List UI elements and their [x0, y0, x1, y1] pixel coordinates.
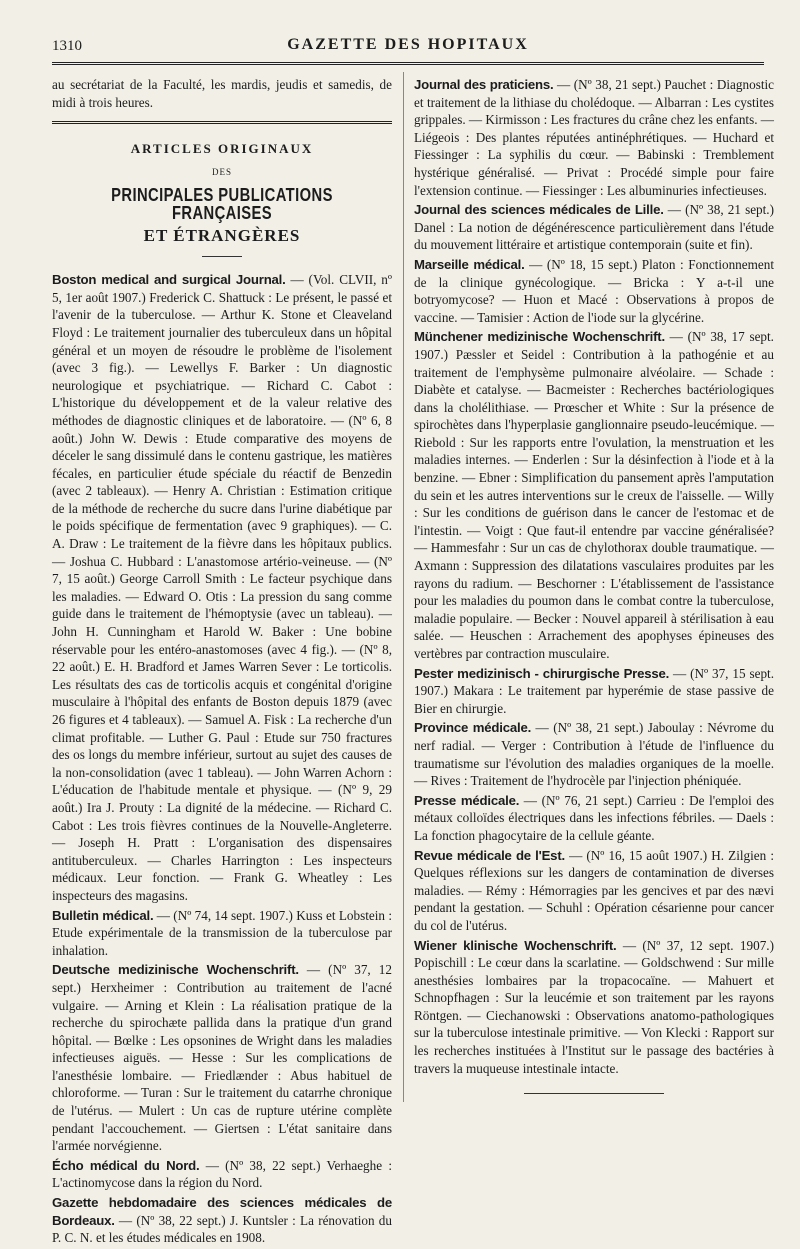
journal-entry — [52, 907, 392, 960]
journal-name: Gazette hebdomadaire des sciences médicales de Bordeaux. — [52, 1195, 392, 1228]
journal-name: Presse médicale. — [414, 792, 520, 808]
journal-entry — [52, 1194, 392, 1247]
journal-entry — [414, 76, 774, 199]
journal-entry — [52, 271, 392, 904]
column-divider — [403, 72, 404, 1102]
section-rule — [52, 121, 392, 124]
journal-name: Revue médicale de l'Est. — [414, 847, 565, 863]
entry-text: — (Nº 37, 12 sept. 1907.) Popischill : Le cœur dans la scarlatine. — Goldschwend : Sur mille anesthésies lombaires par la tropacocaïne. — Mahuert et Schnopfhagen : Sur la leucémie et son traitement par les rayons Röntgen. — Ciechanowski : Observations anatomo-pathologiques sur la tuberculose intestinale primitive. — Von Klecki : Rapport sur les recherches instituées à l'Institut sur le passage des bactéries à travers la muqueuse intestinale intacte. — [414, 937, 774, 1076]
journal-name: Journal des praticiens. — [414, 77, 554, 92]
journal-entry — [52, 1157, 392, 1192]
entry-text: — (Nº 38, 21 sept.) Jaboulay : Névrome du nerf radial. — Verger : Contribution à l'étude de l'influence du traumatisme sur l'évolution des maladies organiques de la moelle. — Rives : Traitement de l'hydrocèle par l'injection phéniquée. — [414, 720, 774, 789]
journal-name: Wiener klinische Wochenschrift. — [414, 937, 617, 953]
end-line — [524, 1093, 664, 1094]
journal-name: Deutsche medizinische Wochenschrift. — [52, 962, 299, 978]
journal-entry — [414, 256, 774, 326]
page-header — [52, 30, 764, 64]
entry-text: — (Nº 38, 17 sept. 1907.) Pæssler et Seidel : Contribution à la pathogénie et au traitement de l'emphysème pulmonaire alvéolaire. — Schade : Diabète et catalyse. — Bacmeister : Recherches bactériologiques dans la cholélithiase. — Prœscher et White : Sur la présence de spirochètes dans l'hyperplasie ganglionnaire pseudo-leucémique. — Riebold : Sur les rapports entre l'ovulation, la menstruation et les maladies internes. — Enderlen : Sur la désinfection à l'iode et à la benzine. — Ebner : Simplification du pansement après l'amputation du sein et les autres interventions sur le creux de l'aisselle. — Willy : Sur les conditions de guérison dans le cancer de l'estomac et de l'intestin. — Voigt : Que faut-il entendre par vaccine généralisée? — Hammesfahr : Sur un cas de chylothorax double traumatique. — Axmann : Suppression des dilatations vasculaires produites par les rayons du radium. — Beschorner : L'établissement de l'assistance pour les maladies du poumon dans le combat contre la tuberculose, maladie populaire. — Becker : Nouvel appareil à stérilisation à eau salée. — Heuschen : Arrachement des apophyses épineuses des vertèbres par contraction musculaire. — [414, 329, 774, 661]
journal-entry — [414, 665, 774, 718]
journal-name: Münchener medizinische Wochenschrift. — [414, 329, 665, 345]
right-column — [414, 76, 774, 1103]
entry-text: — (Nº 37, 15 sept. 1907.) Makara : Le traitement par hyperémie de stase passive de Bier en chirurgie. — [414, 665, 774, 716]
left-entries — [52, 271, 392, 1247]
journal-entry — [414, 937, 774, 1078]
journal-entry — [414, 719, 774, 789]
entry-text: — (Nº 18, 15 sept.) Platon : Fonctionnement de la clinique gynécologique. — Bricka : Y a-t-il une botryomycose? — Huon et Macé : Observations à propos de vaccine. — Tamisier : Action de l'iode sur la glycérine. — [414, 256, 774, 325]
entry-text: — (Nº 38, 21 sept.) Danel : La notion de dégénérescence particulièrement dans l'étude du mouvement littéraire et artistique contemporain (suite et fin). — [414, 202, 774, 253]
journal-name: Bulletin médical. — [52, 907, 154, 923]
section-heading-line-2: DES — [211, 166, 232, 177]
entry-text: — (Vol. CLVII, nº 5, 1er août 1907.) Frederick C. Shattuck : Le présent, le passé et l'avenir de la tuberculose. — Arthur K. Stone et Cleaveland Floyd : Le traitement journalier des tuberculeux dans un hôpital général et un moyen de résoudre le problème de l'isolement (avec 3 fig.). — Lewellys F. Barker : Un diagnostic neurologique et psychiatrique. — Richard C. Cabot : L'historique du développement et de la valeur relative des méthodes de diagnostic cliniques et de laboratoire. — (Nº 6, 8 août.) John W. Dewis : Etude comparative des moyens de déceler le sang dissimulé dans le contenu gastrique, les matières fécales, en particulier étude spéciale du réactif de Benzedin (avec 2 tableaux). — Henry A. Christian : Estimation critique de la méthode de recherche du sucre dans l'urine diabétique par le poids spécifique de fermentation (avec 9 graphiques). — C. A. Draw : Le traitement de la fièvre dans les hôpitaux publics. — Joshua C. Hubbard : L'anastomose artério-veineuse. — (Nº 7, 15 août.) George Carroll Smith : Le facteur psychique dans les maladies. — Edward O. Otis : La pression du sang comme guide dans le traitement de l'hémoptysie (avec un tableau). — John H. Cunningham et Harold W. Baker : Une bobine réservable pour les entéro-anastomoses (avec 4 fig.). — (Nº 8, 22 août.) E. H. Bradford et James Warren Sever : Le torticolis. Les résultats des cas de torticolis acquis et congénital d'origine musculaire à l'hôpital des enfants de Boston depuis 1879 (avec 26 figures et 4 tableaux). — Samuel A. Fisk : La recherche d'un climat profitable. — Luther G. Paul : Etude sur 750 fractures des os longs du membre inférieur, surtout au sujet des causes de la non-consolidation (avec 1 tableau). — John Warren Achorn : L'éducation de l'habitude mentale et physique. — (Nº 9, 29 août.) Ira J. Prouty : La dignité de la médecine. — Richard C. Cabot : Les trois fièvres continues de la Nouvelle-Angleterre. — Joseph H. Pratt : L'organisation des dispensaires antituberculeux. — Charles Harrington : Les inspecteurs médicaux. Leur fonction. — Frank G. Wheatley : Les inspecteurs des magasins. — [52, 272, 392, 903]
right-entries — [414, 76, 774, 1077]
journal-entry — [52, 961, 392, 1155]
journal-entry — [414, 328, 774, 662]
entry-text: — (Nº 38, 22 sept.) J. Kuntsler : La rénovation du P. C. N. et les études médicales en 1908. — [52, 1212, 392, 1246]
header-rule — [52, 62, 764, 65]
journal-name: Pester medizinisch - chirurgische Presse. — [414, 665, 670, 681]
entry-text: — (Nº 74, 14 sept. 1907.) Kuss et Lobstein : Etude expérimentale de la transmission de la tuberculose par inhalation. — [52, 907, 392, 958]
entry-text: — (Nº 38, 22 sept.) Verhaeghe : L'actinomycose dans la région du Nord. — [52, 1157, 392, 1191]
entry-text: — (Nº 37, 12 sept.) Herxheimer : Contribution au traitement de l'acné vulgaire. — Arning et Klein : La réalisation pratique de la recherche du spirochæte pallida dans la pratique d'un grand hôpital. — Bœlke : Les opsonines de Wright dans les maladies infectieuses aiguës. — Hesse : Sur les complications de l'anesthésie lombaire. — Friedlænder : Abus habituel de chloroforme. — Turan : Sur le traitement du catarrhe chronique de l'utérus. — Mulert : Un cas de rupture utérine complète pendant l'accouchement. — Giertsen : L'état sanitaire dans l'armée norvégienne. — [52, 962, 392, 1154]
journal-name: Journal des sciences médicales de Lille. — [414, 202, 664, 218]
left-column — [52, 76, 392, 1249]
heading-rule — [202, 256, 242, 257]
journal-entry — [414, 792, 774, 845]
entry-text: — (Nº 76, 21 sept.) Carrieu : De l'emploi des métaux colloïdes électriques dans les infections fébriles. — Daels : La fonction phagocytaire de la cellule géante. — [414, 792, 775, 843]
section-heading-line-1: ARTICLES ORIGINAUX — [130, 141, 314, 157]
page-number: 1310 — [52, 38, 82, 54]
section-heading-line-4: ET ÉTRANGÈRES — [143, 225, 301, 245]
journal-entry — [414, 201, 774, 254]
section-heading — [52, 140, 392, 257]
journal-name: Marseille médical. — [414, 256, 525, 272]
journal-name: Boston medical and surgical Journal. — [52, 272, 286, 288]
journal-name: Écho médical du Nord. — [52, 1157, 200, 1173]
journal-name: Province médicale. — [414, 720, 532, 736]
entry-text: — (Nº 38, 21 sept.) Pauchet : Diagnostic et traitement de la lithiase du cholédoque. — Albarran : Les cystites grippales. — Kirmisson : Les fractures du crâne chez les enfants. — Liégeois : Des plantes réputées antinéphrétiques. — Huchard et Fiessinger : La syphilis du cœur. — Babinski : Tremblement hystérique généralisé. — Privat : Procédé simple pour faire l'extension continue. — Fiessinger : Les albuminuries infectieuses. — [414, 77, 775, 198]
intro-text: au secrétariat de la Faculté, les mardis, jeudis et samedis, de midi à trois heures. — [52, 77, 392, 110]
journal-entry — [414, 847, 774, 935]
journal-title: GAZETTE DES HOPITAUX — [287, 36, 529, 53]
entry-text: — (Nº 16, 15 août 1907.) H. Zilgien : Quelques réflexions sur les dangers de contamination de diverses maladies. — Rémy : Hémorragies par les gencives et par des nævi pendant la gestation. — Schuhl : Opération césarienne pour cancer du col de l'utérus. — [414, 847, 774, 933]
section-heading-line-3: PRINCIPALES PUBLICATIONS FRANÇAISES — [111, 185, 333, 223]
end-ornament — [414, 1085, 774, 1103]
